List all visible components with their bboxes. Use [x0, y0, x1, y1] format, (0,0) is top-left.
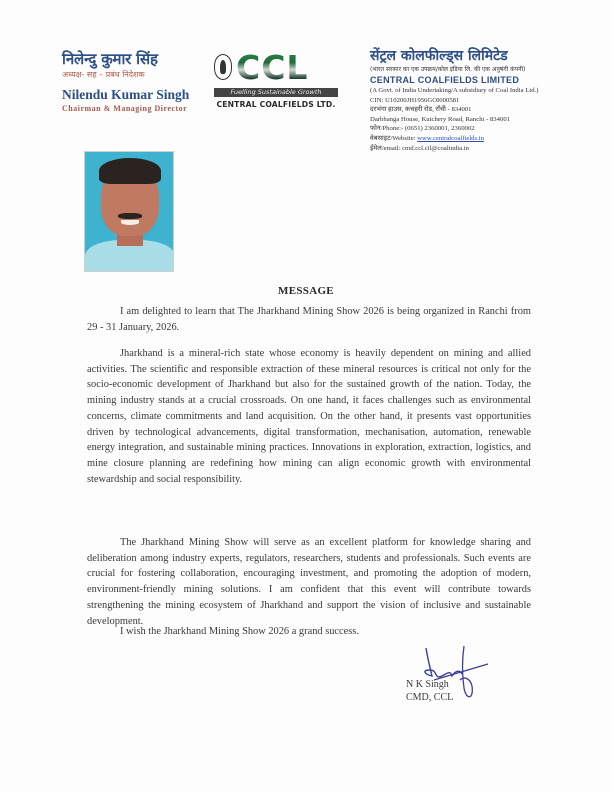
email-label: ईमेल/email:	[370, 144, 403, 152]
address-english: Darbhanga House, Kutchery Road, Ranchi - 834001	[370, 115, 511, 123]
signatory-name: N K Singh	[406, 679, 449, 690]
website-line	[370, 134, 600, 144]
ccl-emblem-icon	[214, 54, 232, 80]
sender-name-hindi: निलेन्दु कुमार सिंह	[62, 50, 158, 68]
company-name-english: CENTRAL COALFIELDS LIMITED	[370, 75, 520, 85]
company-subtitle-english: (A Govt. of India Undertaking/A subsidiary of Coal India Ltd.)	[370, 87, 539, 94]
message-paragraph: Jharkhand is a mineral-rich state whose economy is heavily dependent on mining and allied activities. The scientific and responsible extraction of these mineral resources is critical not only for the socio-economic development of Jharkhand but also for the sustained growth of the nation. Today, the mining industry stands at a crucial crossroads. On one hand, it faces challenges such as environmental concerns, climate commitments and land acquisition. On the other hand, it presents vast opportunities driven by technological advancements, digital transformation, mechanisation, automation, renewable energy integration, and sustainable mining practices. Innovations in exploration, extraction, logistics, and mine closure planning are redefining how mining can align economic growth with environmental stewardship and social responsibility.	[87, 348, 531, 485]
company-name-hindi: सेंट्रल कोलफील्ड्स लिमिटेड	[370, 48, 508, 64]
sender-title-english: Chairman & Managing Director	[62, 104, 188, 113]
portrait-photo	[84, 151, 174, 272]
website-link[interactable]: www.centralcoalfields.in	[417, 134, 485, 142]
sender-title-hindi: अध्यक्ष- सह – प्रबंध निदेशक	[62, 70, 145, 79]
company-cin: CIN: U10200JH1956GOI000581	[370, 96, 460, 104]
sender-block	[62, 50, 212, 113]
logo-tagline: Fuelling Sustainable Growth	[214, 88, 338, 97]
logo-wordmark: CCL	[236, 48, 309, 87]
signatory-designation: CMD, CCL	[406, 692, 454, 703]
website-label: वेबसाइट/Website:	[370, 134, 418, 142]
company-subtitle-hindi: (भारत सरकार का एक उपक्रम/कोल इंडिया लि. की एक अनुषंगी कंपनी)	[370, 66, 526, 73]
email-address[interactable]: cmd.ccl.cil@coalindia.in	[402, 144, 469, 152]
sender-name-english: Nilendu Kumar Singh	[62, 87, 190, 102]
closing-wish: I wish the Jharkhand Mining Show 2026 a grand success.	[120, 626, 359, 637]
email-line	[370, 144, 600, 154]
message-paragraph: The Jharkhand Mining Show will serve as an excellent platform for knowledge sharing and deliberation among industry experts, regulators, researchers, students and professionals. Such events are crucial for fostering collaboration, encouraging investment, and promoting the adoption of modern, environment-friendly mining solutions. I am confident that this event will contribute towards strengthening the mining ecosystem of Jharkhand and support the vision of inclusive and sustainable development.	[87, 537, 531, 627]
company-block	[370, 48, 600, 153]
message-heading: MESSAGE	[278, 285, 334, 297]
address-hindi: दरभंगा हाउस, कचहरी रोड, राँची - 834001	[370, 106, 472, 114]
message-paragraph: I am delighted to learn that The Jharkhand Mining Show 2026 is being organized in Ranchi from 29 - 31 January, 2026.	[87, 306, 531, 333]
logo-caption: CENTRAL COALFIELDS LTD.	[216, 100, 336, 109]
phone-numbers: फोन/Phone:- (0651) 2360001, 2360002	[370, 125, 475, 133]
